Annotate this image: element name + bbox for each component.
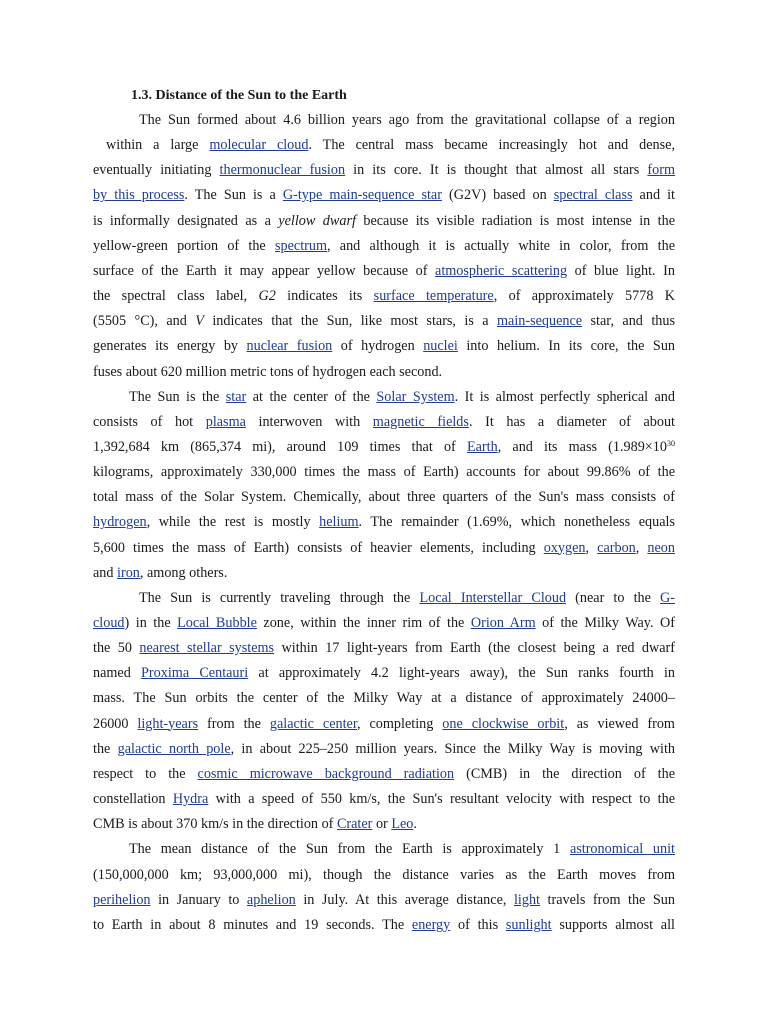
hyperlink[interactable]: helium bbox=[319, 514, 359, 531]
text-run: , among others. bbox=[139, 564, 228, 581]
hyperlink[interactable]: galactic center bbox=[269, 715, 357, 732]
text-run: or bbox=[372, 816, 392, 833]
text-run: constellation bbox=[93, 791, 173, 808]
hyperlink[interactable]: magnetic fields bbox=[372, 413, 469, 430]
text-run: the 50 bbox=[93, 640, 140, 657]
text-run: , completing bbox=[357, 715, 443, 732]
text-line bbox=[93, 261, 675, 286]
text-run: star, and thus bbox=[582, 313, 675, 330]
text-line bbox=[93, 638, 675, 663]
section-heading: 1.3. Distance of the Sun to the Earth bbox=[131, 88, 347, 103]
hyperlink[interactable]: light-years bbox=[137, 715, 199, 732]
hyperlink[interactable]: iron bbox=[117, 564, 140, 581]
text-line bbox=[139, 110, 675, 135]
text-line bbox=[93, 462, 675, 487]
hyperlink[interactable]: galactic north pole bbox=[117, 740, 231, 757]
hyperlink[interactable]: cosmic microwave background radiation bbox=[197, 765, 455, 782]
text-run: , and although it is actually white in color, from the bbox=[327, 237, 676, 254]
text-run: 26000 bbox=[93, 715, 138, 732]
text-run: The mean distance of the Sun from the Earth is approximately 1 bbox=[129, 841, 570, 858]
text-run: The Sun is currently traveling through the bbox=[139, 589, 420, 606]
hyperlink[interactable]: nuclei bbox=[423, 338, 458, 355]
hyperlink[interactable]: aphelion bbox=[246, 891, 296, 908]
text-run: mass. The Sun orbits the center of the Milky Way at a distance of approximately 24000– bbox=[93, 690, 675, 707]
text-run: of this bbox=[450, 916, 506, 933]
text-run: to Earth in about 8 minutes and 19 seconds. The bbox=[93, 916, 412, 933]
hyperlink[interactable]: Local Bubble bbox=[177, 615, 257, 631]
text-line bbox=[93, 688, 675, 713]
text-line bbox=[93, 663, 675, 688]
text-run: generates its energy by bbox=[93, 338, 247, 355]
text-line bbox=[93, 211, 675, 236]
text-run: interwoven with bbox=[245, 413, 373, 430]
text-run: supports almost all bbox=[551, 916, 675, 933]
text-run: eventually initiating bbox=[93, 162, 220, 179]
text-line bbox=[93, 739, 675, 764]
text-run: , in about 225–250 million years. Since the Milky Way is moving with bbox=[230, 740, 675, 757]
text-line bbox=[93, 286, 675, 311]
hyperlink[interactable]: atmospheric scattering bbox=[435, 262, 568, 279]
text-run: of blue light. In bbox=[567, 262, 675, 279]
text-line bbox=[129, 839, 675, 864]
text-run: travels from the Sun bbox=[539, 891, 675, 908]
text-line bbox=[93, 236, 675, 261]
hyperlink[interactable]: by this process bbox=[93, 187, 185, 204]
hyperlink[interactable]: main-sequence bbox=[497, 313, 583, 330]
text-line bbox=[93, 890, 675, 915]
text-run: . bbox=[413, 816, 417, 833]
text-line bbox=[93, 311, 675, 336]
superscript: 30 bbox=[667, 438, 675, 448]
text-run: (G2V) based on bbox=[441, 187, 554, 204]
text-run: consists of hot bbox=[93, 413, 206, 430]
hyperlink[interactable]: astronomical unit bbox=[569, 841, 675, 858]
text-run: named bbox=[93, 665, 142, 682]
hyperlink[interactable]: Leo bbox=[391, 816, 414, 833]
text-run: at approximately 4.2 light-years away), the Sun ranks fourth in bbox=[248, 665, 675, 682]
text-run: the bbox=[93, 740, 118, 757]
hyperlink[interactable]: oxygen bbox=[543, 539, 586, 556]
text-run: . The central mass became increasingly hot and dense, bbox=[308, 137, 676, 154]
hyperlink[interactable]: star bbox=[225, 388, 247, 405]
text-run: 5,600 times the mass of Earth) consists of heavier elements, including bbox=[93, 539, 544, 556]
text-run: (150,000,000 km; 93,000,000 mi), though the distance varies as the Earth moves from bbox=[93, 866, 675, 883]
text-line bbox=[93, 915, 675, 940]
text-run: with a speed of 550 km/s, the Sun's resultant velocity with respect to the bbox=[208, 791, 675, 808]
text-run: . It has a diameter of about bbox=[468, 413, 675, 430]
text-run: indicates its bbox=[275, 288, 374, 305]
text-line bbox=[93, 789, 675, 814]
text-line bbox=[93, 336, 675, 361]
text-run: is informally designated as a bbox=[93, 212, 279, 229]
hyperlink[interactable]: molecular cloud bbox=[209, 137, 309, 154]
text-line bbox=[93, 487, 675, 512]
text-run: of hydrogen bbox=[332, 338, 424, 355]
text-line bbox=[106, 135, 675, 160]
text-run: in July. At this average distance, bbox=[295, 891, 514, 908]
hyperlink[interactable]: Proxima Centauri bbox=[141, 665, 249, 682]
text-run: , bbox=[635, 539, 648, 556]
text-run: of the Milky Way. Of bbox=[535, 615, 675, 631]
hyperlink[interactable]: cloud bbox=[93, 615, 125, 631]
text-run: at the center of the bbox=[246, 388, 377, 405]
text-run: , while the rest is mostly bbox=[146, 514, 320, 531]
text-run: (5505 °C), and bbox=[93, 313, 196, 330]
text-run: CMB is about 370 km/s in the direction of bbox=[93, 816, 337, 833]
text-run: in January to bbox=[150, 891, 247, 908]
text-line bbox=[93, 412, 675, 437]
hyperlink[interactable]: one clockwise orbit bbox=[442, 715, 565, 732]
hyperlink[interactable]: nuclear fusion bbox=[246, 338, 333, 355]
text-line bbox=[93, 865, 675, 890]
text-line bbox=[93, 714, 675, 739]
hyperlink[interactable]: light bbox=[513, 891, 540, 908]
hyperlink[interactable]: G- bbox=[660, 589, 675, 606]
text-run: . The Sun is a bbox=[184, 187, 283, 204]
text-run: The Sun formed about 4.6 billion years ago from the gravitational collapse of a region bbox=[139, 112, 675, 128]
text-line bbox=[93, 362, 675, 387]
text-line bbox=[93, 160, 675, 185]
hyperlink[interactable]: spectrum bbox=[274, 237, 327, 254]
text-run: , as viewed from bbox=[564, 715, 675, 732]
hyperlink[interactable]: thermonuclear fusion bbox=[219, 162, 346, 179]
text-run: the spectral class label, bbox=[93, 288, 259, 305]
text-line bbox=[93, 185, 675, 210]
italic-text: V bbox=[195, 313, 204, 330]
hyperlink[interactable]: Crater bbox=[336, 816, 373, 833]
text-run: (CMB) in the direction of the bbox=[454, 765, 675, 782]
text-run: (near to the bbox=[566, 589, 661, 606]
text-run: 1,392,684 km (865,374 mi), around 109 times that of bbox=[93, 438, 467, 455]
italic-text: yellow dwarf bbox=[278, 212, 356, 229]
text-run: . The remainder (1.69%, which nonetheless equals bbox=[358, 514, 675, 531]
hyperlink[interactable]: surface temperature bbox=[373, 288, 494, 305]
hyperlink[interactable]: Local Interstellar Cloud bbox=[419, 589, 567, 606]
text-line bbox=[93, 437, 675, 462]
text-run: surface of the Earth it may appear yellow because of bbox=[93, 262, 436, 279]
text-run: , bbox=[585, 539, 598, 556]
hyperlink[interactable]: perihelion bbox=[93, 891, 151, 908]
text-run: indicates that the Sun, like most stars, is a bbox=[203, 313, 498, 330]
hyperlink[interactable]: Hydra bbox=[172, 791, 209, 808]
text-run: zone, within the inner rim of the bbox=[256, 615, 471, 631]
text-line bbox=[129, 387, 675, 412]
hyperlink[interactable]: hydrogen bbox=[93, 514, 147, 531]
hyperlink[interactable]: G-type main-sequence star bbox=[282, 187, 442, 204]
text-run: total mass of the Solar System. Chemically, about three quarters of the Sun's mass consists of bbox=[93, 489, 675, 506]
hyperlink[interactable]: Solar System bbox=[376, 388, 455, 405]
text-run: in its core. It is thought that almost all stars bbox=[345, 162, 648, 179]
hyperlink[interactable]: spectral class bbox=[553, 187, 633, 204]
text-run: within 17 light-years from Earth (the closest being a red dwarf bbox=[274, 640, 675, 657]
text-run: respect to the bbox=[93, 765, 198, 782]
text-line bbox=[93, 764, 675, 789]
hyperlink[interactable]: nearest stellar systems bbox=[139, 640, 275, 657]
text-line bbox=[93, 538, 675, 563]
text-run: fuses about 620 million metric tons of hydrogen each second. bbox=[93, 363, 443, 380]
hyperlink[interactable]: Orion Arm bbox=[470, 615, 536, 631]
text-run: into helium. In its core, the Sun bbox=[457, 338, 676, 355]
text-run: yellow-green portion of the bbox=[93, 237, 275, 254]
text-run: . It is almost perfectly spherical and bbox=[454, 388, 675, 405]
hyperlink[interactable]: Earth bbox=[466, 438, 498, 455]
text-run: from the bbox=[198, 715, 270, 732]
text-run: The Sun is the bbox=[129, 388, 226, 405]
text-run: ) in the bbox=[124, 615, 178, 631]
text-run: and bbox=[93, 564, 118, 581]
text-run: and it bbox=[632, 187, 675, 204]
text-run: because its visible radiation is most intense in the bbox=[355, 212, 676, 229]
hyperlink[interactable]: plasma bbox=[205, 413, 246, 430]
hyperlink[interactable]: neon bbox=[647, 539, 675, 556]
hyperlink[interactable]: carbon bbox=[597, 539, 636, 556]
text-line bbox=[93, 512, 675, 537]
hyperlink[interactable]: energy bbox=[411, 916, 451, 933]
text-line bbox=[93, 563, 675, 588]
text-run: , of approximately 5778 K bbox=[493, 288, 675, 305]
text-line bbox=[139, 588, 675, 613]
text-line bbox=[93, 613, 675, 638]
italic-text: G2 bbox=[258, 288, 276, 305]
text-run: , and its mass (1.989×10 bbox=[497, 438, 667, 455]
hyperlink[interactable]: sunlight bbox=[505, 916, 552, 933]
text-run: kilograms, approximately 330,000 times the mass of Earth) accounts for about 99.86% of the bbox=[93, 464, 675, 481]
text-run: within a large bbox=[106, 137, 210, 154]
text-line bbox=[93, 814, 675, 839]
hyperlink[interactable]: form bbox=[647, 162, 675, 179]
